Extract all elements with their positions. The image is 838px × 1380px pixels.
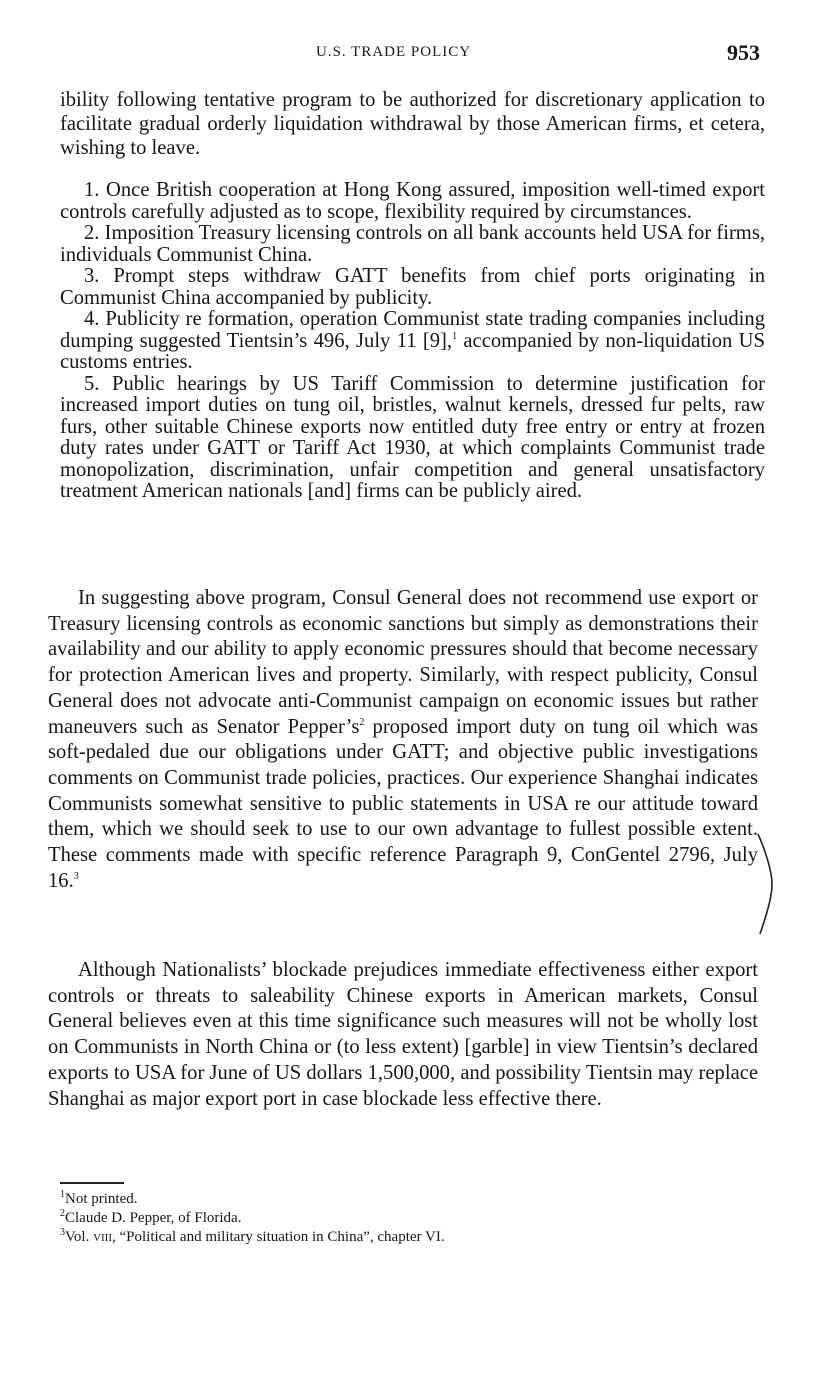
paragraph1-text: In suggesting above program, Consul General does not recommend use export or Treasury licensing controls as economic sanctions but simply as demonstrations their availability and our ability to apply economic pressures should that become necessary for protection American lives and property. Similarly, with respect publicity, Consul General does not advocate anti-Communist campaign on economic issues but rather maneuvers such as Senator Pepper’s — [48, 587, 758, 738]
footnote-mark: 1 — [60, 1189, 65, 1200]
paragraph-suggesting-program — [48, 586, 758, 894]
footnote-mark: 2 — [60, 1208, 65, 1219]
numbered-item-5: 5. Public hearings by US Tariff Commission to determine justification for increased import duties on tung oil, bristles, walnut kernels, dressed fur pelts, raw furs, other suitable Chinese exports now entitled duty free entry or entry at frozen duty rates under GATT or Tariff Act 1930, at which complaints Communist trade monopolization, discrimination, unfair competition and general unsatisfactory treatment American nationals [and] firms can be publicly aired. — [60, 372, 765, 502]
paragraph-nationalists-blockade — [48, 958, 758, 1112]
numbered-item-4-text: 4. Publicity re formation, operation Communist state trading companies including dumping suggested Tientsin’s 496, July 11 [9], — [60, 308, 765, 352]
footnote-text: Not printed. — [65, 1191, 138, 1207]
footnote-volume: viii — [93, 1229, 113, 1245]
footnote-text: Vol. — [65, 1229, 94, 1245]
footnote-2 — [60, 1209, 660, 1228]
numbered-list — [60, 180, 765, 503]
footnote-1 — [60, 1190, 660, 1209]
page-number: 953 — [727, 40, 760, 65]
footnotes — [60, 1190, 660, 1247]
footnote-text-end: , “Political and military situation in China”, chapter VI. — [112, 1229, 445, 1245]
footnote-text: Claude D. Pepper, of Florida. — [65, 1210, 242, 1226]
footnote-divider — [60, 1182, 124, 1184]
numbered-item-1: 1. Once British cooperation at Hong Kong assured, imposition well-timed export controls carefully adjusted as to scope, flexibility required by circumstances. — [60, 179, 765, 223]
footnote-mark: 3 — [60, 1227, 65, 1238]
footnote-ref-1[interactable]: 1 — [452, 330, 458, 342]
footnote-ref-2[interactable]: 2 — [359, 716, 365, 728]
running-head — [0, 40, 838, 70]
numbered-item-3: 3. Prompt steps withdraw GATT benefits from chief ports originating in Communist China accompanied by publicity. — [60, 265, 765, 309]
margin-bracket-mark — [752, 832, 782, 936]
footnote-3 — [60, 1228, 660, 1247]
paragraph2-text: Although Nationalists’ blockade prejudices immediate effectiveness either export controls or threats to saleability Chinese exports in American markets, Consul General believes even at this time significance such measures will not be wholly lost on Communists in North China or (to less extent) [garble] in view Tientsin’s declared exports to USA for June of US dollars 1,500,000, and possibility Tientsin may replace Shanghai as major export port in case blockade less effective there. — [48, 959, 758, 1110]
numbered-item-4-text-end: accompanied by non-liquidation US customs entries. — [60, 329, 766, 373]
footnote-ref-3[interactable]: 3 — [73, 870, 79, 882]
paragraph1-text-middle: proposed import duty on tung oil which was soft-pedaled due our obligations under GATT; and objective public investigations comments on Communist trade policies, practices. Our experience Shanghai indicates Communists somewhat sensitive to public statements in USA re our attitude toward them, which we should seek to use to our own advantage to fullest possible extent. These comments made with specific reference Paragraph 9, ConGentel 2796, July 16. — [48, 715, 758, 892]
numbered-item-4 — [60, 309, 765, 374]
intro-paragraph — [60, 88, 765, 160]
intro-text: ibility following tentative program to be authorized for discretionary application to facilitate gradual orderly liquidation withdrawal by those American firms, et cetera, wishing to leave. — [60, 89, 765, 159]
running-title: U.S. TRADE POLICY — [316, 44, 472, 60]
numbered-item-2: 2. Imposition Treasury licensing controls on all bank accounts held USA for firms, individuals Communist China. — [60, 222, 765, 266]
